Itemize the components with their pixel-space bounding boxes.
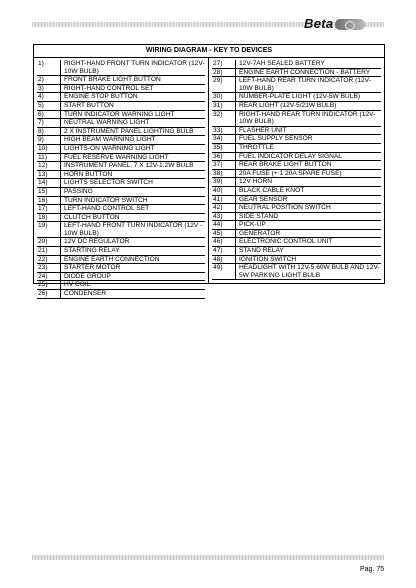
device-number: 26) (37, 290, 61, 299)
device-description: START BUTTON (61, 102, 205, 111)
table-row (37, 214, 205, 223)
right-column (209, 58, 384, 283)
table-row (212, 178, 381, 187)
device-description: FUEL SUPPLY SENSOR (236, 135, 381, 144)
device-description: PASSING (61, 188, 205, 197)
device-number: 32) (212, 111, 236, 127)
device-description: GENERATOR (236, 230, 381, 239)
table-title: WIRING DIAGRAM - KEY TO DEVICES (34, 45, 384, 58)
device-description: RIGHT-HAND FRONT TURN INDICATOR (12V-10W BULB) (61, 60, 205, 76)
device-description: PICK-UP (236, 221, 381, 230)
table-row (212, 264, 381, 280)
logo-wordmark: Beta (304, 16, 334, 31)
logo-badge-icon (335, 19, 365, 30)
device-description: HV COIL (61, 281, 205, 290)
table-row (212, 247, 381, 256)
device-number: 42) (212, 204, 236, 213)
device-number: 37) (212, 161, 236, 170)
table-row (212, 187, 381, 196)
device-number: 43) (212, 213, 236, 222)
device-number: 20) (37, 238, 61, 247)
device-number: 2) (37, 76, 61, 85)
device-description: SIDE STAND (236, 213, 381, 222)
device-number: 29) (212, 77, 236, 93)
device-number: 21) (37, 247, 61, 256)
device-number: 5) (37, 102, 61, 111)
table-row (212, 221, 381, 230)
table-row (37, 290, 205, 299)
table-row (37, 93, 205, 102)
table-row (212, 60, 381, 69)
device-number: 19) (37, 222, 61, 238)
device-number: 22) (37, 256, 61, 265)
device-description: STARTER MOTOR (61, 264, 205, 273)
table-row (37, 205, 205, 214)
device-description: BLACK CABLE KNOT (236, 187, 381, 196)
device-description: GEAR SENSOR (236, 196, 381, 205)
device-number: 9) (37, 136, 61, 145)
table-row (212, 135, 381, 144)
table-row (37, 136, 205, 145)
device-description: CLUTCH BUTTON (61, 214, 205, 223)
device-description: HIGH BEAM WARNING LIGHT (61, 136, 205, 145)
device-number: 15) (37, 188, 61, 197)
device-description: ENGINE STOP BUTTON (61, 93, 205, 102)
device-number: 1) (37, 60, 61, 76)
device-description: ENGINE EARTH CONNECTION (61, 256, 205, 265)
device-description: THROTTLE (236, 144, 381, 153)
table-row (212, 69, 381, 78)
device-description: TURN INDICATOR SWITCH (61, 197, 205, 206)
device-description: 12V-7AH SEALED BATTERY (236, 60, 381, 69)
wiring-key-table (33, 44, 385, 298)
device-number: 17) (37, 205, 61, 214)
device-description: LEFT-HAND FRONT TURN INDICATOR (12V - 10W BULB) (61, 222, 205, 238)
device-number: 14) (37, 179, 61, 188)
device-number: 24) (37, 273, 61, 282)
device-description: FUEL RESERVE WARNING LIGHT (61, 154, 205, 163)
device-description: INSTRUMENT PANEL, 7 X 12V-1.2W BULB (61, 162, 205, 171)
table-row (212, 196, 381, 205)
device-number: 8) (37, 128, 61, 137)
device-number: 16) (37, 197, 61, 206)
device-number: 25) (37, 281, 61, 290)
device-description: IGNITION SWITCH (236, 256, 381, 265)
table-row (37, 247, 205, 256)
device-description: 12V DC REGULATOR (61, 238, 205, 247)
device-number: 33) (212, 127, 236, 136)
table-row (37, 162, 205, 171)
table-row (37, 154, 205, 163)
table-row (212, 102, 381, 111)
table-row (37, 281, 205, 290)
table-row (37, 238, 205, 247)
device-description: LIGHTS-ON WARNING LIGHT (61, 145, 205, 154)
device-number: 46) (212, 238, 236, 247)
device-number: 47) (212, 247, 236, 256)
table-row (37, 188, 205, 197)
device-description: FRONT BRAKE LIGHT BUTTON (61, 76, 205, 85)
device-number: 4) (37, 93, 61, 102)
table-row (37, 128, 205, 137)
table-row (37, 179, 205, 188)
device-number: 40) (212, 187, 236, 196)
table-row (212, 256, 381, 265)
table-row (37, 264, 205, 273)
device-number: 38) (212, 170, 236, 179)
table-row (37, 222, 205, 238)
device-number: 28) (212, 69, 236, 78)
device-number: 12) (37, 162, 61, 171)
device-description: HORN BUTTON (61, 171, 205, 180)
table-row (212, 111, 381, 127)
table-row (212, 230, 381, 239)
table-row (37, 102, 205, 111)
device-number: 11) (37, 154, 61, 163)
table-row (37, 111, 205, 120)
device-number: 45) (212, 230, 236, 239)
device-description: 12V HORN (236, 178, 381, 187)
table-row (37, 119, 205, 128)
device-number: 7) (37, 119, 61, 128)
device-number: 49) (212, 264, 236, 280)
device-number: 23) (37, 264, 61, 273)
device-description: REAR LIGHT (12V-5/21W BULB) (236, 102, 381, 111)
device-description: LIGHTS SELECTOR SWITCH (61, 179, 205, 188)
device-description: CONDENSER (61, 290, 205, 299)
table-row (212, 153, 381, 162)
device-number: 27) (212, 60, 236, 69)
device-description: ENGINE EARTH CONNECTION - BATTERY (236, 69, 381, 78)
device-number: 18) (37, 214, 61, 223)
device-number: 35) (212, 144, 236, 153)
device-description: DIODE GROUP (61, 273, 205, 282)
table-row (212, 161, 381, 170)
device-description: RIGHT-HAND REAR TURN INDICATOR (12V-10W BULB) (236, 111, 381, 127)
device-description: FLASHER UNIT (236, 127, 381, 136)
device-number: 10) (37, 145, 61, 154)
device-description: STAND RELAY (236, 247, 381, 256)
table-row (37, 60, 205, 76)
device-number: 48) (212, 256, 236, 265)
table-row (212, 213, 381, 222)
device-number: 41) (212, 196, 236, 205)
device-number: 13) (37, 171, 61, 180)
brand-logo (304, 17, 365, 31)
device-description: ELECTRONIC CONTROL UNIT (236, 238, 381, 247)
device-description: HEADLIGHT WITH 12V-5.60W BULB AND 12V-5W PARKING LIGHT BULB (236, 264, 381, 280)
left-column (34, 58, 209, 298)
table-row (37, 273, 205, 282)
table-row (37, 76, 205, 85)
device-description: RIGHT-HAND CONTROL SET (61, 85, 205, 94)
device-number: 30) (212, 93, 236, 102)
device-description: LEFT-HAND CONTROL SET (61, 205, 205, 214)
device-description: 20A FUSE (+ 1 20A SPARE FUSE) (236, 170, 381, 179)
table-row (212, 238, 381, 247)
device-number: 44) (212, 221, 236, 230)
device-description: TURN INDICATOR WARNING LIGHT (61, 111, 205, 120)
table-row (212, 77, 381, 93)
device-description: LEFT-HAND REAR TURN INDICATOR (12V-10W BULB) (236, 77, 381, 93)
device-description: NUMBER-PLATE LIGHT (12V-5W BULB) (236, 93, 381, 102)
page-number: Pag. 75 (360, 566, 385, 573)
device-description: FUEL INDICATOR DELAY SIGNAL (236, 153, 381, 162)
device-description: 2 X INSTRUMENT PANEL LIGHTING BULB (61, 128, 205, 137)
table-row (212, 204, 381, 213)
table-row (37, 145, 205, 154)
table-row (37, 197, 205, 206)
device-number: 3) (37, 85, 61, 94)
device-number: 39) (212, 178, 236, 187)
table-row (212, 170, 381, 179)
table-row (212, 93, 381, 102)
table-row (37, 256, 205, 265)
table-row (212, 144, 381, 153)
device-number: 6) (37, 111, 61, 120)
footer-rule (32, 555, 384, 560)
table-row (37, 171, 205, 180)
device-description: NEUTRAL WARNING LIGHT (61, 119, 205, 128)
device-number: 36) (212, 153, 236, 162)
table-row (37, 85, 205, 94)
device-number: 31) (212, 102, 236, 111)
device-description: NEUTRAL POSITION SWITCH (236, 204, 381, 213)
device-number: 34) (212, 135, 236, 144)
device-description: STARTING RELAY (61, 247, 205, 256)
table-row (212, 127, 381, 136)
device-description: REAR BRAKE LIGHT BUTTON (236, 161, 381, 170)
